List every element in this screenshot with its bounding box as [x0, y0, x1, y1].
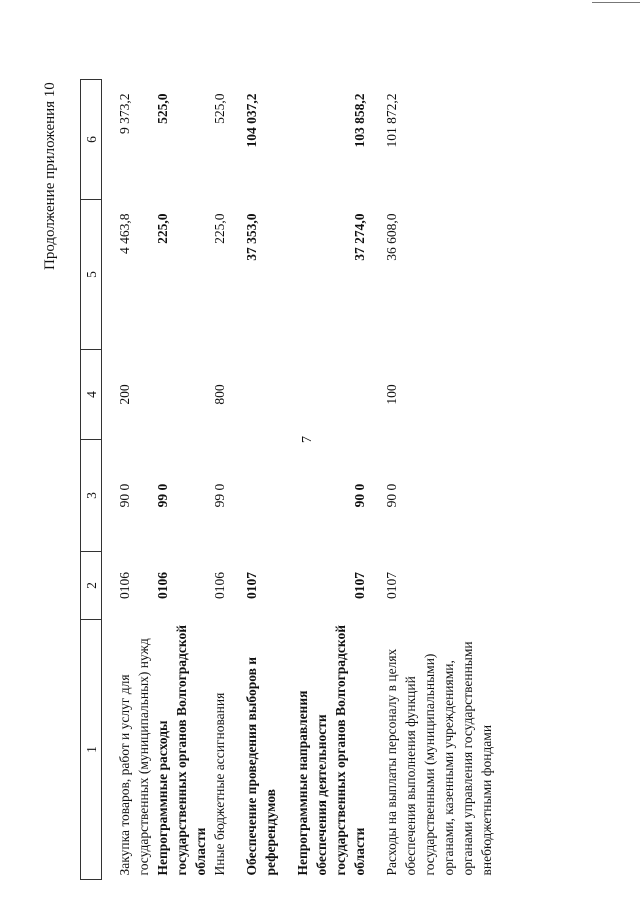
amount: 37 353,0: [244, 213, 259, 261]
rotated-page-content: [40, 10, 494, 880]
target-code: 99 0: [155, 483, 170, 508]
amount: 225,0: [155, 213, 170, 244]
amount-2: 525,0: [212, 93, 227, 124]
section-code: 0107: [244, 572, 259, 599]
expense-type-code: [153, 350, 210, 440]
amount-2: 104 037,2: [244, 93, 259, 148]
row-name: Непрограммные расходы государственных органов Волгоградской области: [155, 624, 208, 876]
row-name: Непрограммные направления обеспечения деятельности государственных органов Волгоградской области: [295, 624, 367, 876]
target-code: 90 0: [384, 483, 399, 508]
table-header-row: [81, 80, 102, 880]
row-name: Обеспечение проведения выборов и референдумов: [244, 656, 278, 876]
row-name: Расходы на выплаты персоналу в целях обеспечения выполнения функций государственными (муниципальными) органами, казенными учреждениями, органами управления государственными внебюджетными фондами: [384, 641, 494, 876]
amount-2: 101 872,2: [384, 93, 399, 148]
table-row: [369, 80, 496, 880]
target-code: [229, 440, 280, 552]
target-code: 90 0: [117, 483, 132, 508]
table-row: [153, 80, 210, 880]
table-row: [210, 80, 229, 880]
top-edge-line: [592, 2, 640, 3]
expense-type-code: 800: [212, 384, 227, 405]
section-code: 0106: [155, 572, 170, 599]
column-header: 6: [81, 80, 102, 200]
amount: 225,0: [212, 213, 227, 244]
continuation-title: Продолжение приложения 10: [42, 82, 58, 270]
section-code: 0107: [384, 572, 399, 599]
column-header: 1: [81, 620, 102, 880]
column-header: 5: [81, 200, 102, 350]
section-code: 0106: [212, 572, 227, 599]
row-name: Иные бюджетные ассигнования: [212, 692, 227, 876]
column-header: 2: [81, 552, 102, 620]
section-code: 0107: [352, 572, 367, 599]
section-code: 0106: [117, 572, 132, 599]
expense-type-code: 200: [117, 384, 132, 405]
amount-2: 525,0: [155, 93, 170, 124]
amount: 37 274,0: [352, 213, 367, 261]
amount: 36 608,0: [384, 213, 399, 261]
table-row: [229, 80, 280, 880]
amount: 4 463,8: [117, 213, 132, 254]
expense-type-code: [229, 350, 280, 440]
target-code: 99 0: [212, 483, 227, 508]
column-header: 4: [81, 350, 102, 440]
budget-table: [80, 79, 496, 880]
amount-2: 9 373,2: [117, 93, 132, 134]
amount-2: 103 858,2: [352, 93, 367, 148]
column-header: 3: [81, 440, 102, 552]
row-name: Закупка товаров, работ и услуг для государственных (муниципальных) нужд: [117, 638, 151, 876]
expense-type-code: 100: [384, 384, 399, 405]
table-row: [102, 80, 154, 880]
page-number: 7: [300, 436, 315, 443]
expense-type-code: [280, 350, 369, 440]
target-code: 90 0: [352, 483, 367, 508]
table-row: [280, 80, 369, 880]
